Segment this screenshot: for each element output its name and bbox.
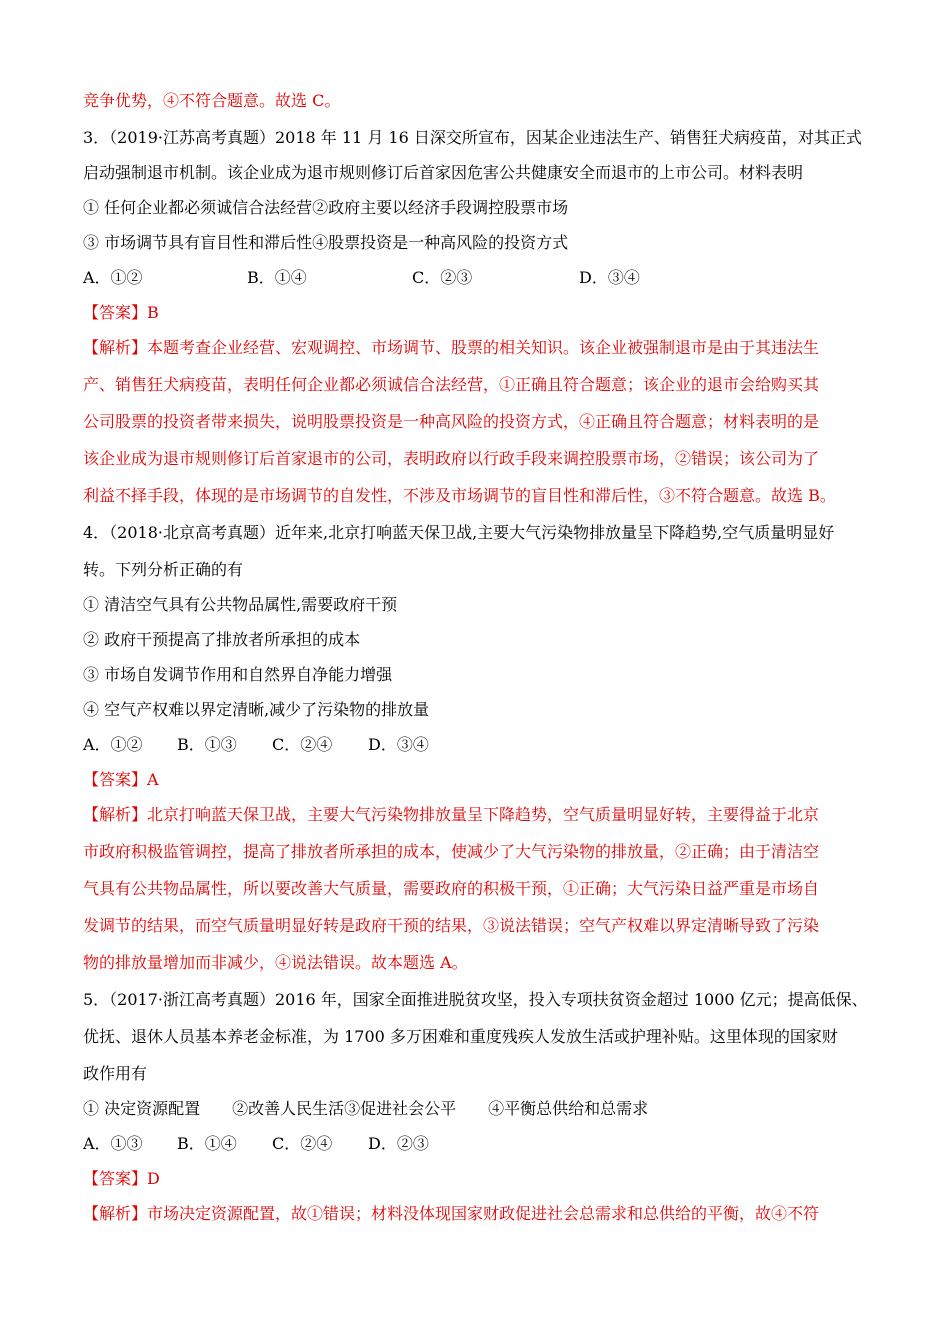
question-3-statement: ③ 市场调节具有盲目性和滞后性④股票投资是一种高风险的投资方式 [83,233,569,252]
option-b: B．①④ [247,268,307,287]
question-4-statement: ① 清洁空气具有公共物品属性,需要政府干预 [83,595,398,614]
question-4-answer: 【答案】A [83,770,159,789]
question-4-explanation: 发调节的结果，而空气质量明显好转是政府干预的结果，③说法错误；空气产权难以界定清晰导致了污染 [83,916,820,935]
option-c: C．②④ [272,1134,333,1153]
question-5-stem: 5．（2017·浙江高考真题）2016 年，国家全面推进脱贫攻坚，投入专项扶贫资金超过 1000 亿元；提高低保、 [83,990,868,1009]
question-3-explanation: 公司股票的投资者带来损失，说明股票投资是一种高风险的投资方式，④正确且符合题意；材料表明的是 [83,412,820,431]
question-4-explanation: 物的排放量增加而非减少，④说法错误。故本题选 A。 [83,953,468,972]
question-4-statement: ② 政府干预提高了排放者所承担的成本 [83,630,361,649]
question-5-statements: ① 决定资源配置 ②改善人民生活③促进社会公平 ④平衡总供给和总需求 [83,1099,649,1118]
question-5-explanation: 【解析】市场决定资源配置，故①错误；材料没体现国家财政促进社会总需求和总供给的平衡，故④不符 [83,1204,820,1223]
question-3-statement: ① 任何企业都必须诚信合法经营②政府主要以经济手段调控股票市场 [83,198,569,217]
question-5-stem: 政作用有 [83,1064,148,1083]
option-a: A．①② [83,735,143,754]
question-4-stem: 转。下列分析正确的有 [83,560,244,579]
question-5-answer: 【答案】D [83,1169,160,1188]
option-d: D．③④ [579,268,640,287]
question-3-stem: 3．（2019·江苏高考真题）2018 年 11 月 16 日深交所宣布，因某企业违法生产、销售狂犬病疫苗，对其正式 [83,128,862,147]
question-5-stem: 优抚、退休人员基本养老金标准，为 1700 多万困难和重度残疾人发放生活或护理补贴。这里体现的国家财 [83,1027,838,1046]
question-4-statement: ③ 市场自发调节作用和自然界自净能力增强 [83,665,393,684]
question-3-explanation: 【解析】本题考查企业经营、宏观调控、市场调节、股票的相关知识。该企业被强制退市是由于其违法生 [83,338,820,357]
option-d: D．③④ [368,735,429,754]
question-4-stem: 4．（2018·北京高考真题）近年来,北京打响蓝天保卫战,主要大气污染物排放量呈下降趋势,空气质量明显好 [83,523,835,542]
option-a: A．①③ [83,1134,143,1153]
question-4-statement: ④ 空气产权难以界定清晰,减少了污染物的排放量 [83,700,430,719]
question-3-answer: 【答案】B [83,303,159,322]
option-c: C．②③ [412,268,473,287]
question-4-explanation: 【解析】北京打响蓝天保卫战，主要大气污染物排放量呈下降趋势，空气质量明显好转，主要得益于北京 [83,805,820,824]
question-5-options [83,1134,583,1154]
prev-explanation-end: 竞争优势，④不符合题意。故选 C。 [83,91,341,110]
question-3-explanation: 利益不择手段，体现的是市场调节的自发性，不涉及市场调节的盲目性和滞后性，③不符合题意。故选 B。 [83,486,836,505]
question-4-explanation: 市政府积极监管调控，提高了排放者所承担的成本，使减少了大气污染物的排放量，②正确；由于清洁空 [83,842,820,861]
option-a: A．①② [83,268,143,287]
option-c: C．②④ [272,735,333,754]
question-4-explanation: 气具有公共物品属性，所以要改善大气质量，需要政府的积极干预，①正确；大气污染日益严重是市场自 [83,879,820,898]
option-d: D．②③ [368,1134,429,1153]
option-b: B．①③ [177,735,237,754]
question-3-explanation: 产、销售狂犬病疫苗，表明任何企业都必须诚信合法经营，①正确且符合题意；该企业的退市会给购买其 [83,375,820,394]
option-b: B．①④ [177,1134,237,1153]
question-4-options [83,735,583,755]
question-3-explanation: 该企业成为退市规则修订后首家退市的公司，表明政府以行政手段来调控股票市场，②错误；该公司为了 [83,449,820,468]
question-3-options [83,268,783,288]
question-3-stem: 启动强制退市机制。该企业成为退市规则修订后首家因危害公共健康安全而退市的上市公司。材料表明 [83,163,804,182]
